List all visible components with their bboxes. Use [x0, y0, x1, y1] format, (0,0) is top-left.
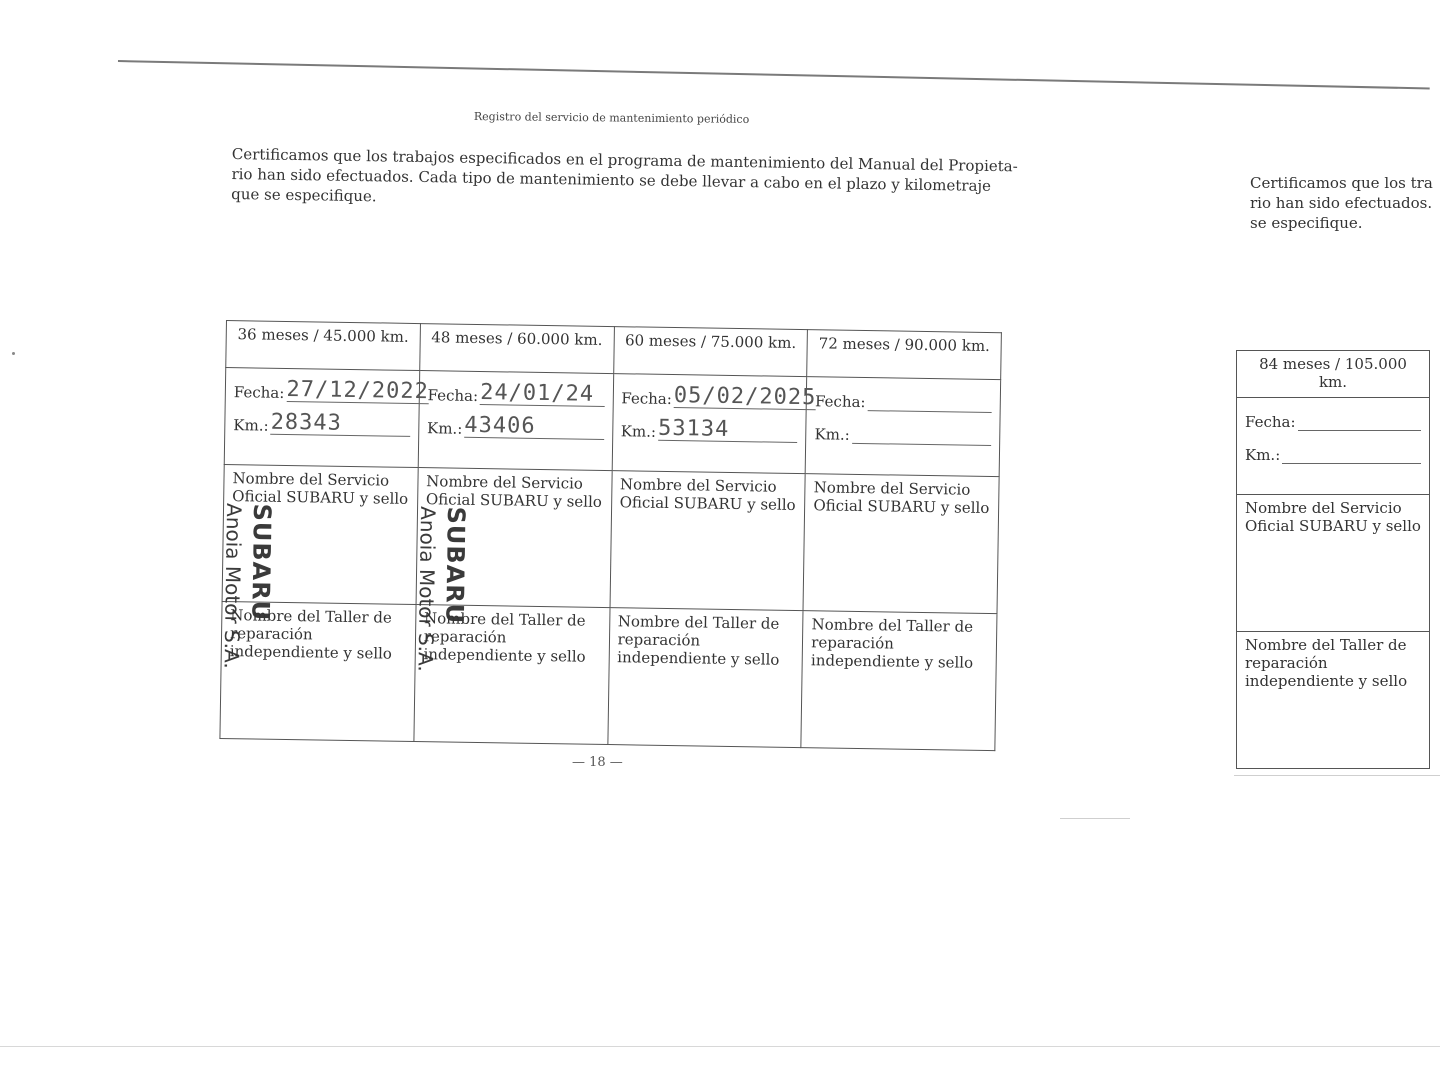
date-label: Fecha:: [233, 383, 285, 402]
independent-shop-label: Nombre del Taller de reparación independiente y sello: [1245, 636, 1408, 690]
independent-shop-label: Nombre del Taller de reparación independiente y sello: [810, 615, 974, 672]
official-service-row: [222, 464, 999, 613]
intro-paragraph-next-page: [1250, 173, 1440, 233]
date-field[interactable]: [427, 381, 604, 407]
km-value: [852, 421, 992, 446]
official-service-label: Nombre del Servicio Oficial SUBARU y sello: [1245, 499, 1421, 535]
date-km-row: [1237, 398, 1430, 495]
independent-shop-cell: [220, 601, 416, 741]
independent-shop-label: Nombre del Taller de reparación independiente y sello: [423, 609, 586, 666]
independent-shop-cell: [1237, 632, 1430, 769]
date-label: Fecha:: [621, 389, 672, 409]
independent-shop-row: [1237, 632, 1430, 769]
interval-header: 48 meses / 60.000 km.: [419, 324, 613, 374]
date-value: 05/02/2025: [673, 383, 817, 411]
date-value: [867, 388, 992, 413]
stamp-brand: SUBARU: [246, 503, 277, 622]
interval-header: 84 meses / 105.000 km.: [1237, 351, 1430, 398]
km-label: Km.:: [620, 422, 657, 441]
maintenance-grid: [219, 320, 1001, 751]
date-km-cell: [418, 371, 613, 471]
official-service-cell: [1237, 495, 1430, 632]
interval-header-row: [1237, 351, 1430, 398]
scan-speck: [12, 352, 15, 355]
independent-shop-label: Nombre del Taller de reparación independiente y sello: [229, 606, 393, 663]
intro-right-line: Certificamos que los tra: [1250, 174, 1433, 192]
maintenance-log-table: [219, 320, 1001, 751]
official-service-label: Nombre del Servicio Oficial SUBARU y sello: [813, 478, 990, 518]
date-value: [1298, 408, 1421, 431]
independent-shop-row: [220, 601, 997, 750]
km-value: 53134: [658, 418, 798, 443]
km-label: Km.:: [1245, 446, 1281, 464]
km-field[interactable]: [427, 414, 604, 440]
date-value: 27/12/2022: [286, 376, 430, 405]
official-service-label: Nombre del Servicio Oficial SUBARU y sello: [619, 475, 796, 514]
stamp-dealer: Anoia Motor S.A.: [413, 506, 440, 673]
km-label: Km.:: [426, 419, 463, 438]
km-value: 43406: [464, 415, 604, 440]
date-value: 24/01/24: [480, 382, 605, 407]
km-field[interactable]: [814, 420, 991, 446]
km-field[interactable]: [621, 417, 798, 443]
top-rule: [118, 60, 1430, 89]
official-service-label: Nombre del Servicio Oficial SUBARU y sello: [232, 469, 409, 508]
date-label: Fecha:: [1245, 413, 1296, 431]
maintenance-grid-next-page: [1236, 350, 1430, 769]
date-km-cell: [805, 377, 1000, 477]
interval-header: 60 meses / 75.000 km.: [613, 327, 807, 377]
km-value: 28343: [270, 412, 410, 437]
date-label: Fecha:: [814, 392, 866, 412]
scan-mark: [1234, 775, 1440, 776]
independent-shop-label: Nombre del Taller de reparación independiente y sello: [617, 612, 780, 669]
km-field[interactable]: [233, 411, 410, 437]
official-service-cell: [803, 474, 999, 614]
intro-right-line: se especifique.: [1250, 214, 1363, 232]
date-field[interactable]: [815, 387, 992, 413]
km-label: Km.:: [814, 425, 850, 444]
official-service-row: [1237, 495, 1430, 632]
maintenance-log-table-next-page: [1236, 350, 1430, 769]
independent-shop-cell: [607, 608, 803, 748]
interval-header: 72 meses / 90.000 km.: [807, 330, 1001, 380]
date-field[interactable]: [1245, 408, 1421, 431]
date-km-cell: [612, 374, 817, 474]
date-field[interactable]: [233, 376, 430, 405]
date-km-cell: [1237, 398, 1430, 495]
interval-header: 36 meses / 45.000 km.: [226, 321, 420, 371]
stamp-brand: SUBARU: [440, 506, 470, 625]
intro-right-line: rio han sido efectuados.: [1250, 194, 1433, 212]
date-label: Fecha:: [427, 386, 479, 405]
page-number: — 18 —: [572, 755, 623, 770]
stamp-dealer: Anoia Motor S.A.: [219, 502, 247, 669]
km-field[interactable]: [1245, 441, 1421, 464]
date-field[interactable]: [621, 383, 817, 411]
running-title: Registro del servicio de mantenimiento periódico: [473, 110, 750, 126]
official-service-label: Nombre del Servicio Oficial SUBARU y sello: [425, 472, 603, 511]
km-value: [1282, 441, 1421, 464]
bottom-rule: [0, 1046, 1440, 1047]
date-km-row: [224, 368, 1000, 477]
km-label: Km.:: [233, 416, 269, 435]
independent-shop-cell: [801, 611, 997, 751]
intro-paragraph: Certificamos que los trabajos especificados en el programa de mantenimiento del Manual del Propieta-rio han sido efectuados. Cada tipo de mantenimiento se debe llevar a cabo en el plazo y kilometraje que se especifique.: [231, 144, 1018, 206]
independent-shop-cell: [414, 605, 610, 745]
date-km-cell: [224, 368, 430, 468]
official-service-cell: [610, 471, 806, 611]
scan-mark: [1060, 818, 1130, 819]
